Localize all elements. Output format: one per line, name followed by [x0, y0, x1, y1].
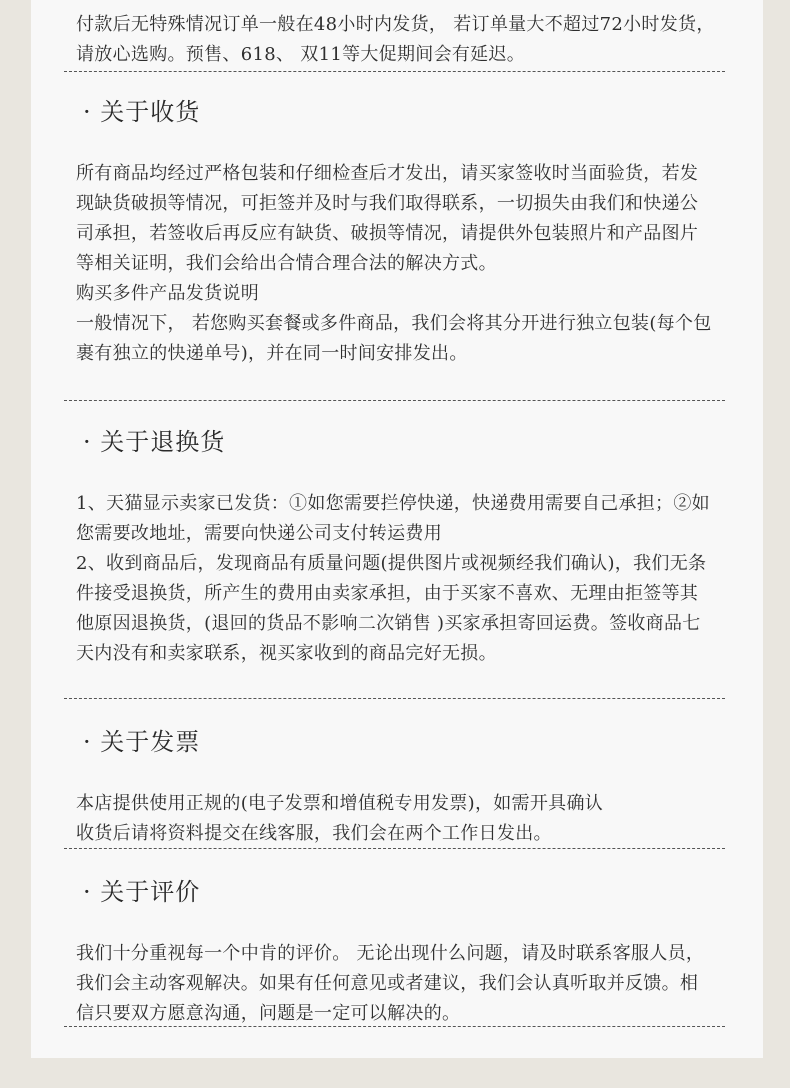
divider	[64, 848, 725, 849]
section-paragraph: 1、天猫显示卖家已发货：①如您需要拦停快递，快递费用需要自己承担；②如您需要改地址，需要向快递公司支付转运费用	[76, 493, 710, 544]
section-title: · 关于退换货	[83, 428, 226, 456]
shipping-intro-text: 付款后无特殊情况订单一般在48小时内发货， 若订单量大不超过72小时发货，请放心选购。预售、618、 双11等大促期间会有延迟。	[76, 14, 715, 65]
divider	[64, 1026, 725, 1027]
shipping-intro	[76, 10, 716, 70]
section-title: · 关于发票	[83, 728, 201, 756]
section-title: · 关于收货	[83, 98, 201, 126]
section-reviews	[76, 877, 716, 1029]
section-paragraph: 购买多件产品发货说明	[76, 283, 259, 304]
section-receiving	[76, 97, 716, 369]
divider	[64, 400, 725, 401]
divider	[64, 71, 725, 72]
policy-card	[31, 0, 763, 1058]
section-paragraph: 本店提供使用正规的(电子发票和增值税专用发票)，如需开具确认	[76, 793, 604, 814]
divider	[64, 698, 725, 699]
section-returns	[76, 427, 716, 669]
section-invoice	[76, 727, 716, 849]
section-title: · 关于评价	[83, 878, 201, 906]
section-paragraph: 所有商品均经过严格包装和仔细检查后才发出，请买家签收时当面验货，若发现缺货破损等情况，可拒签并及时与我们取得联系，一切损失由我们和快递公司承担，若签收后再反应有缺货、破损等情况，请提供外包装照片和产品图片等相关证明，我们会给出合情合理合法的解决方式。	[76, 163, 699, 274]
section-paragraph: 一般情况下， 若您购买套餐或多件商品，我们会将其分开进行独立包装(每个包裹有独立的快递单号)，并在同一时间安排发出。	[76, 313, 712, 364]
section-paragraph: 2、收到商品后，发现商品有质量问题(提供图片或视频经我们确认)，我们无条件接受退换货，所产生的费用由卖家承担，由于买家不喜欢、无理由拒签等其他原因退换货，(退回的货品不影响二次销售 )买家承担寄回运费。签收商品七天内没有和卖家联系，视买家收到的商品完好无损。	[76, 553, 707, 664]
section-paragraph: 收货后请将资料提交在线客服，我们会在两个工作日发出。	[76, 823, 552, 844]
section-paragraph: 我们十分重视每一个中肯的评价。 无论出现什么问题，请及时联系客服人员，我们会主动客观解决。如果有任何意见或者建议，我们会认真听取并反馈。相信只要双方愿意沟通，问题是一定可以解决的。	[76, 943, 705, 1024]
